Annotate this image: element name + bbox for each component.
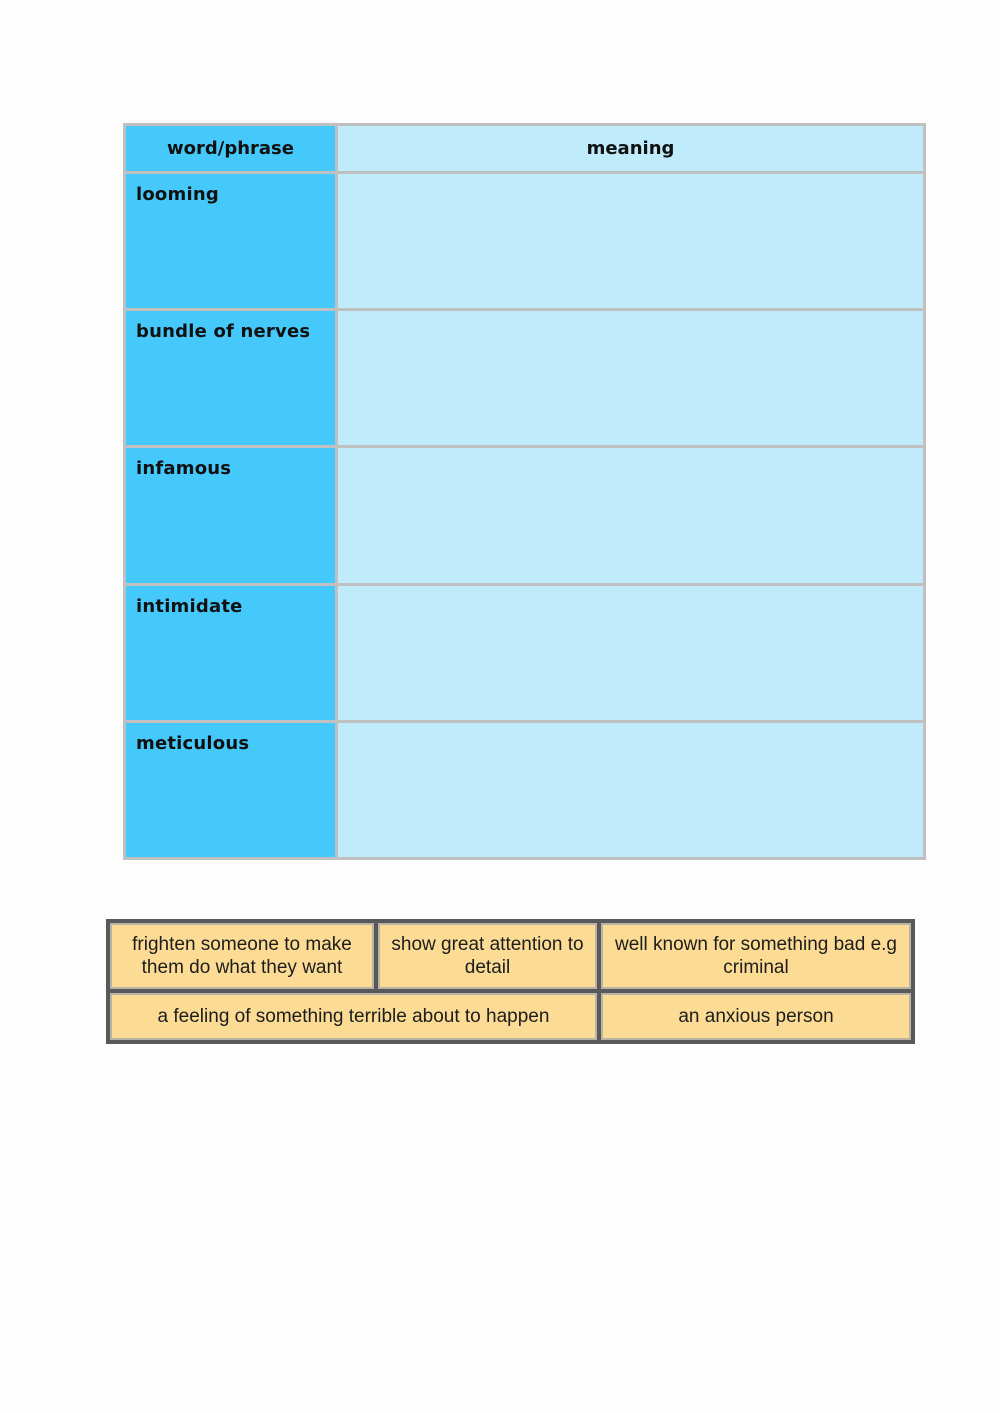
word-cell-looming: looming	[126, 174, 335, 308]
answer-card-anxious-person[interactable]: an anxious person	[601, 993, 911, 1040]
word-cell-intimidate: intimidate	[126, 586, 335, 720]
word-cell-meticulous: meticulous	[126, 723, 335, 857]
header-meaning: meaning	[338, 126, 923, 171]
word-cell-infamous: infamous	[126, 448, 335, 582]
answer-card-feeling-terrible[interactable]: a feeling of something terrible about to happen	[110, 993, 597, 1040]
meaning-drop-zone-looming[interactable]	[338, 174, 923, 308]
answer-card-frighten[interactable]: frighten someone to make them do what they want	[110, 923, 374, 989]
answer-bank	[106, 919, 915, 1044]
vocabulary-table	[123, 123, 926, 860]
meaning-drop-zone-meticulous[interactable]	[338, 723, 923, 857]
meaning-drop-zone-intimidate[interactable]	[338, 586, 923, 720]
word-cell-bundle-of-nerves: bundle of nerves	[126, 311, 335, 445]
answer-card-attention-to-detail[interactable]: show great attention to detail	[378, 923, 597, 989]
header-word-phrase: word/phrase	[126, 126, 335, 171]
meaning-drop-zone-bundle-of-nerves[interactable]	[338, 311, 923, 445]
answer-card-well-known-bad[interactable]: well known for something bad e.g criminal	[601, 923, 911, 989]
meaning-drop-zone-infamous[interactable]	[338, 448, 923, 582]
